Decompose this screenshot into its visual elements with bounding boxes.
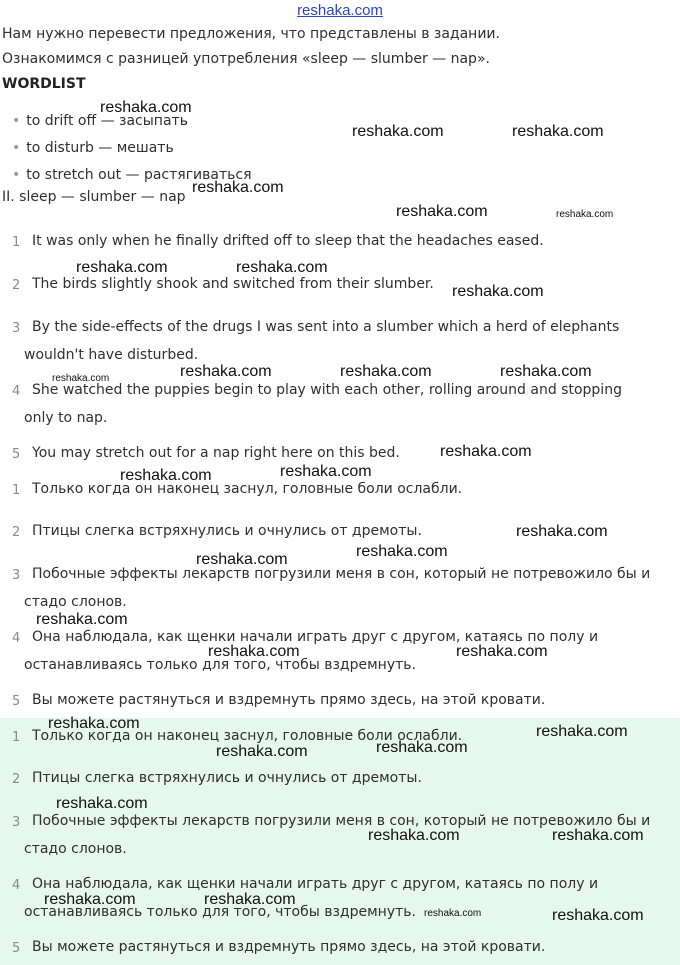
item-number: 5: [12, 447, 21, 462]
watermark: reshaka.com: [76, 259, 168, 276]
english-sentence: By the side-effects of the drugs I was sent into a slumber which a herd of elephants: [32, 319, 620, 335]
watermark: reshaka.com: [192, 179, 284, 196]
watermark: reshaka.com: [512, 123, 604, 140]
bullet-icon: •: [12, 140, 21, 156]
item-number: 3: [12, 321, 21, 336]
watermark: reshaka.com: [368, 827, 460, 844]
russian-sentence: Птицы слегка встряхнулись и очнулись от дремоты.: [32, 523, 422, 539]
watermark: reshaka.com: [52, 373, 110, 384]
wordlist-item: [12, 140, 174, 156]
english-sentence: It was only when he finally drifted off to sleep that the headaches eased.: [32, 233, 544, 249]
item-number: 2: [12, 278, 21, 293]
item-number: 5: [12, 694, 21, 709]
watermark: reshaka.com: [216, 743, 308, 760]
russian-sentence: Вы можете растянуться и вздремнуть прямо здесь, на этой кровати.: [32, 692, 546, 708]
intro-line-2: Ознакомимся с разницей употребления «sleep — slumber — nap».: [2, 51, 490, 67]
wordlist-heading: WORDLIST: [2, 76, 86, 92]
russian-sentence: Только когда он наконец заснул, головные боли ослабли.: [32, 481, 463, 497]
watermark: reshaka.com: [180, 363, 272, 380]
item-number: 1: [12, 235, 21, 250]
watermark: reshaka.com: [36, 611, 128, 628]
wordlist-item-text: to disturb — мешать: [26, 140, 174, 156]
item-number: 5: [12, 941, 21, 956]
item-number: 3: [12, 815, 21, 830]
watermark: reshaka.com: [516, 523, 608, 540]
watermark: reshaka.com: [120, 467, 212, 484]
intro-line-1: Нам нужно перевести предложения, что представлены в задании.: [2, 26, 500, 42]
wordlist-item-text: to drift off — засыпать: [26, 113, 188, 129]
answer-sentence: Вы можете растянуться и вздремнуть прямо здесь, на этой кровати.: [32, 939, 546, 955]
watermark: reshaka.com: [552, 907, 644, 924]
watermark: reshaka.com: [44, 891, 136, 908]
watermark: reshaka.com: [48, 715, 140, 732]
watermark: reshaka.com: [356, 543, 448, 560]
english-sentence: You may stretch out for a nap right here on this bed.: [32, 445, 400, 461]
watermark: reshaka.com: [536, 723, 628, 740]
watermark: reshaka.com: [552, 827, 644, 844]
watermark: reshaka.com: [340, 363, 432, 380]
watermark: reshaka.com: [352, 123, 444, 140]
watermark: reshaka.com: [280, 463, 372, 480]
answer-sentence: Только когда он наконец заснул, головные боли ослабли.: [32, 728, 463, 744]
answer-sentence: Птицы слегка встряхнулись и очнулись от дремоты.: [32, 770, 422, 786]
item-number: 4: [12, 631, 21, 646]
watermark: reshaka.com: [456, 643, 548, 660]
answer-sentence-cont: стадо слонов.: [24, 841, 127, 857]
bullet-icon: •: [12, 113, 21, 129]
watermark: reshaka.com: [556, 209, 614, 220]
watermark: reshaka.com: [204, 891, 296, 908]
section-title: II. sleep — slumber — nap: [2, 189, 186, 205]
item-number: 3: [12, 568, 21, 583]
english-sentence: She watched the puppies begin to play with each other, rolling around and stopping: [32, 382, 622, 398]
watermark: reshaka.com: [208, 643, 300, 660]
watermark: reshaka.com: [424, 908, 482, 919]
item-number: 2: [12, 772, 21, 787]
watermark: reshaka.com: [196, 551, 288, 568]
wordlist-item-text: to stretch out — растягиваться: [26, 167, 252, 183]
item-number: 1: [12, 483, 21, 498]
watermark: reshaka.com: [236, 259, 328, 276]
item-number: 2: [12, 525, 21, 540]
item-number: 4: [12, 384, 21, 399]
watermark: reshaka.com: [500, 363, 592, 380]
answer-sentence: Побочные эффекты лекарств погрузили меня в сон, который не потревожило бы и: [32, 813, 651, 829]
watermark: reshaka.com: [440, 443, 532, 460]
watermark: reshaka.com: [100, 99, 192, 116]
item-number: 4: [12, 878, 21, 893]
english-sentence-cont: only to nap.: [24, 410, 108, 426]
english-sentence-cont: wouldn't have disturbed.: [24, 347, 199, 363]
english-sentence: The birds slightly shook and switched from their slumber.: [32, 276, 434, 292]
watermark: reshaka.com: [452, 283, 544, 300]
site-header-link[interactable]: reshaka.com: [297, 2, 383, 19]
watermark: reshaka.com: [396, 203, 488, 220]
answer-sentence: Она наблюдала, как щенки начали играть друг с другом, катаясь по полу и: [32, 876, 599, 892]
russian-sentence-cont: останавливаясь только для того, чтобы вздремнуть.: [24, 657, 416, 673]
answer-sentence-cont: останавливаясь только для того, чтобы вздремнуть.: [24, 904, 416, 920]
russian-sentence: Она наблюдала, как щенки начали играть друг с другом, катаясь по полу и: [32, 629, 599, 645]
watermark: reshaka.com: [376, 739, 468, 756]
bullet-icon: •: [12, 167, 21, 183]
russian-sentence-cont: стадо слонов.: [24, 594, 127, 610]
watermark: reshaka.com: [56, 795, 148, 812]
russian-sentence: Побочные эффекты лекарств погрузили меня в сон, который не потревожило бы и: [32, 566, 651, 582]
item-number: 1: [12, 730, 21, 745]
